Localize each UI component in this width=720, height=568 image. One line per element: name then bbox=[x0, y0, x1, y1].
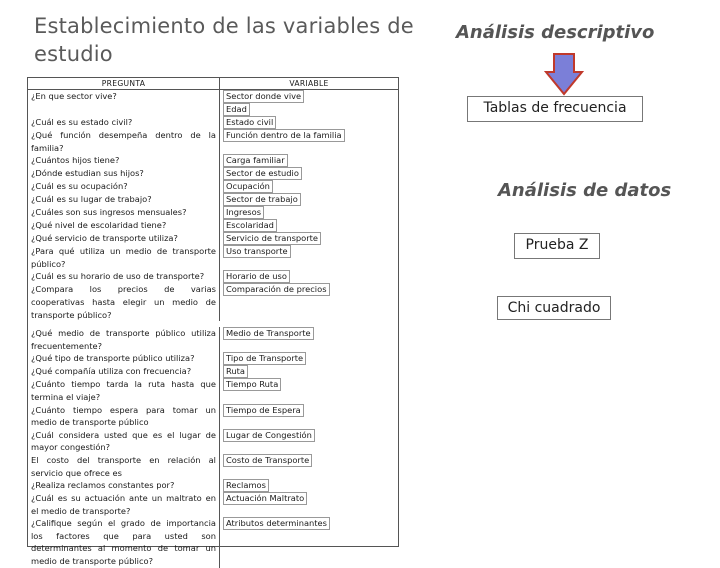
question-cell: ¿En que sector vive? bbox=[28, 90, 220, 116]
variable-cell bbox=[220, 167, 398, 180]
question-cell: ¿Qué nivel de escolaridad tiene? bbox=[28, 219, 220, 232]
chi-cuadrado-box: Chi cuadrado bbox=[497, 296, 611, 320]
variable-cell bbox=[220, 116, 398, 129]
variable-cell bbox=[220, 429, 398, 454]
table-row bbox=[28, 167, 398, 180]
variable-label: Lugar de Congestión bbox=[223, 429, 315, 442]
table-row bbox=[28, 283, 398, 321]
question-cell: ¿Qué medio de transporte público utiliza frecuentemente? bbox=[28, 327, 220, 352]
variable-label: Atributos determinantes bbox=[223, 517, 330, 530]
variable-label: Ingresos bbox=[223, 206, 264, 219]
table-header bbox=[28, 78, 398, 90]
question-cell: ¿Cuál considera usted que es el lugar de mayor congestión? bbox=[28, 429, 220, 454]
variable-label: Sector donde vive bbox=[223, 90, 304, 103]
variable-label: Sector de estudio bbox=[223, 167, 302, 180]
table-row bbox=[28, 193, 398, 206]
variable-cell bbox=[220, 283, 398, 321]
heading-analisis-datos: Análisis de datos bbox=[498, 180, 672, 201]
table-row bbox=[28, 219, 398, 232]
down-arrow-icon bbox=[544, 52, 584, 96]
table-row bbox=[28, 492, 398, 517]
table-row bbox=[28, 232, 398, 245]
variable-label: Tiempo Ruta bbox=[223, 378, 281, 391]
question-cell: ¿Qué servicio de transporte utiliza? bbox=[28, 232, 220, 245]
variable-label: Escolaridad bbox=[223, 219, 277, 232]
variable-cell bbox=[220, 404, 398, 429]
variables-table bbox=[27, 77, 399, 567]
question-cell: ¿Qué tipo de transporte público utiliza? bbox=[28, 352, 220, 365]
question-cell: El costo del transporte en relación al servicio que ofrece es bbox=[28, 454, 220, 479]
variable-cell bbox=[220, 492, 398, 517]
variable-cell bbox=[220, 90, 398, 116]
question-cell: ¿Qué compañía utiliza con frecuencia? bbox=[28, 365, 220, 378]
table-row bbox=[28, 180, 398, 193]
variable-cell bbox=[220, 378, 398, 403]
variable-cell bbox=[220, 154, 398, 167]
table-row bbox=[28, 352, 398, 365]
variable-label: Uso transporte bbox=[223, 245, 291, 258]
table-row bbox=[28, 206, 398, 219]
heading-analisis-descriptivo: Análisis descriptivo bbox=[456, 22, 655, 43]
variable-label: Servicio de transporte bbox=[223, 232, 321, 245]
variable-cell bbox=[220, 129, 398, 154]
header-variable: VARIABLE bbox=[289, 79, 329, 88]
variable-label: Reclamos bbox=[223, 479, 269, 492]
slide-title: Establecimiento de las variables de estudio bbox=[34, 14, 414, 66]
variable-cell bbox=[220, 232, 398, 245]
variable-label: Carga familiar bbox=[223, 154, 288, 167]
variable-cell bbox=[220, 193, 398, 206]
variable-cell bbox=[220, 365, 398, 378]
table-row bbox=[28, 90, 398, 116]
question-cell: ¿Cuál es su horario de uso de transporte? bbox=[28, 270, 220, 283]
variable-label: Tiempo de Espera bbox=[223, 404, 304, 417]
variable-cell bbox=[220, 180, 398, 193]
variable-cell bbox=[220, 479, 398, 492]
question-cell: ¿Cuál es su lugar de trabajo? bbox=[28, 193, 220, 206]
table-row bbox=[28, 327, 398, 352]
table-row bbox=[28, 454, 398, 479]
question-cell: ¿Cuál es su estado civil? bbox=[28, 116, 220, 129]
variable-label: Función dentro de la familia bbox=[223, 129, 345, 142]
variable-label: Ocupación bbox=[223, 180, 273, 193]
variable-label: Comparación de precios bbox=[223, 283, 330, 296]
question-cell: ¿Cuánto tiempo tarda la ruta hasta que termina el viaje? bbox=[28, 378, 220, 403]
table-row bbox=[28, 245, 398, 270]
variable-label: Ruta bbox=[223, 365, 248, 378]
question-cell: ¿Cuáles son sus ingresos mensuales? bbox=[28, 206, 220, 219]
variable-label: Horario de uso bbox=[223, 270, 290, 283]
variable-cell bbox=[220, 327, 398, 352]
question-cell: ¿Cuál es su ocupación? bbox=[28, 180, 220, 193]
variable-label: Sector de trabajo bbox=[223, 193, 301, 206]
variable-label: Costo de Transporte bbox=[223, 454, 312, 467]
header-pregunta: PREGUNTA bbox=[28, 78, 220, 89]
right-panel bbox=[420, 0, 720, 540]
variable-cell bbox=[220, 219, 398, 232]
variable-label: Edad bbox=[223, 103, 250, 116]
variable-cell bbox=[220, 270, 398, 283]
variable-label: Estado civil bbox=[223, 116, 276, 129]
table-row bbox=[28, 365, 398, 378]
table-row bbox=[28, 129, 398, 154]
question-cell: ¿Dónde estudian sus hijos? bbox=[28, 167, 220, 180]
table-row bbox=[28, 517, 398, 567]
question-cell: ¿Cuál es su actuación ante un maltrato en el medio de transporte? bbox=[28, 492, 220, 517]
table-row bbox=[28, 479, 398, 492]
table-row bbox=[28, 116, 398, 129]
table-row bbox=[28, 404, 398, 429]
table-body bbox=[28, 90, 398, 568]
question-cell: ¿Para qué utiliza un medio de transporte público? bbox=[28, 245, 220, 270]
table-row bbox=[28, 429, 398, 454]
question-cell: ¿Realiza reclamos constantes por? bbox=[28, 479, 220, 492]
question-cell: ¿Qué función desempeña dentro de la familia? bbox=[28, 129, 220, 154]
variable-label: Medio de Transporte bbox=[223, 327, 314, 340]
question-cell: ¿Califique según el grado de importancia los factores que para usted son determinantes al momento de tomar un medio de transporte público? bbox=[28, 517, 220, 567]
question-cell: ¿Cuánto tiempo espera para tomar un medio de transporte público bbox=[28, 404, 220, 429]
table-row bbox=[28, 378, 398, 403]
tablas-frecuencia-box: Tablas de frecuencia bbox=[467, 96, 643, 122]
table-row bbox=[28, 270, 398, 283]
variable-cell bbox=[220, 352, 398, 365]
variable-cell bbox=[220, 517, 398, 567]
variable-cell bbox=[220, 454, 398, 479]
question-cell: ¿Compara los precios de varias cooperativas hasta elegir un medio de transporte público? bbox=[28, 283, 220, 321]
variable-label: Tipo de Transporte bbox=[223, 352, 306, 365]
question-cell: ¿Cuántos hijos tiene? bbox=[28, 154, 220, 167]
prueba-z-box: Prueba Z bbox=[514, 233, 600, 259]
variable-cell bbox=[220, 206, 398, 219]
variable-cell bbox=[220, 245, 398, 270]
table-row bbox=[28, 154, 398, 167]
variable-label: Actuación Maltrato bbox=[223, 492, 307, 505]
